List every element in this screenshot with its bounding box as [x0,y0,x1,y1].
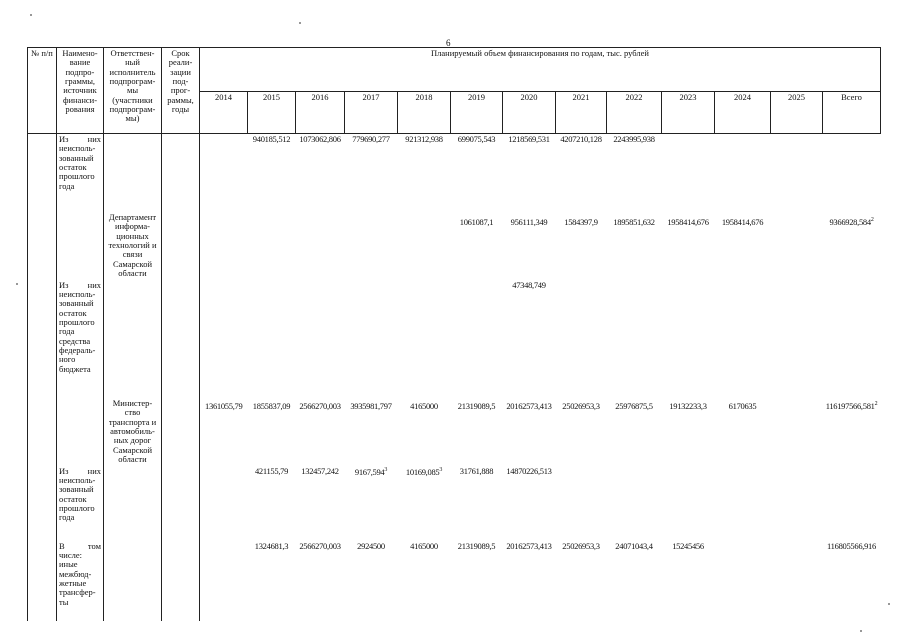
cell-value: 779690,277 [352,134,390,144]
row-term [162,280,200,386]
value-cell [715,386,771,466]
value-cell [607,541,662,621]
value-cell [451,202,503,280]
header-year: 2015 [248,92,296,134]
value-cell [248,541,296,621]
row-term [162,386,200,466]
row-term [162,466,200,541]
value-cell [451,466,503,541]
footnote-mark: 3 [384,466,388,473]
value-cell [296,280,345,386]
cell-value: 1584397,9 [564,217,598,228]
header-year: 2025 [771,92,823,134]
row-term [162,541,200,621]
cell-value: 2566270,003 [299,540,341,551]
cell-value: 1361055,79 [205,401,243,412]
total-cell [823,280,881,386]
footnote-mark: 2 [874,401,878,408]
value-cell [607,466,662,541]
value-cell [200,280,248,386]
value-cell [556,386,607,466]
value-cell [715,466,771,541]
value-cell [248,134,296,202]
value-cell [503,466,556,541]
cell-value: 3935981,797 [350,401,392,412]
value-cell [556,202,607,280]
cell-value: 1895851,632 [613,217,655,228]
value-cell [345,466,398,541]
value-cell [296,466,345,541]
value-cell [398,541,451,621]
cell-value: 699075,543 [457,134,496,144]
table-row [28,202,881,280]
value-cell [451,280,503,386]
cell-value: 940185,512 [252,134,291,144]
row-num [28,466,57,541]
value-cell [345,202,398,280]
total-value: 9366928,584 [829,217,871,228]
value-cell [345,134,398,202]
cell-value: 9167,594 [354,466,385,477]
cell-value: 1958414,676 [721,217,764,228]
cell-value: 4165000 [410,401,438,412]
cell-value: 14870226,513 [506,465,552,476]
header-year: 2022 [607,92,662,134]
value-cell [556,541,607,621]
value-cell [503,386,556,466]
scan-speck [299,22,301,24]
value-cell [451,386,503,466]
value-cell [662,202,715,280]
value-cell [248,280,296,386]
header-term: Срок реали-зации под-прог-раммы, годы [162,48,200,134]
header-year: 2016 [296,92,345,134]
cell-value: 921312,938 [405,134,443,144]
cell-value: 21319089,5 [457,540,496,551]
cell-value: 1073062,806 [299,134,341,144]
row-responsible [104,280,162,386]
cell-value: 19132233,3 [669,401,707,412]
cell-value: 4207210,128 [560,134,602,144]
row-source: Из них неисполь-зованный остаток прошлого года [57,134,104,202]
value-cell [771,386,823,466]
cell-value: 47348,749 [512,279,546,290]
footnote-mark: 3 [439,466,443,473]
value-cell [503,280,556,386]
value-cell [715,541,771,621]
value-cell [398,466,451,541]
value-cell [200,202,248,280]
value-cell [556,466,607,541]
value-cell [296,541,345,621]
row-num [28,386,57,466]
row-responsible [104,541,162,621]
value-cell [200,386,248,466]
table-row [28,466,881,541]
value-cell [296,386,345,466]
value-cell [398,386,451,466]
value-cell [345,541,398,621]
value-cell [248,466,296,541]
row-responsible [104,134,162,202]
row-num [28,280,57,386]
cell-value: 20162573,413 [506,540,552,551]
value-cell [345,386,398,466]
header-num: № п/п [28,48,57,134]
value-cell [503,541,556,621]
value-cell [715,134,771,202]
row-source [57,386,104,466]
value-cell [398,280,451,386]
cell-value: 2566270,003 [299,401,341,412]
value-cell [200,134,248,202]
header-responsible: Ответствен-ный исполнитель подпрограм-мы (участники подпрограм-мы) [104,48,162,134]
page-number: 6 [446,38,451,48]
value-cell [771,280,823,386]
value-cell [296,202,345,280]
row-responsible [104,466,162,541]
value-cell [771,541,823,621]
scan-speck [30,14,32,16]
header-year: 2023 [662,92,715,134]
row-source: Из них неисполь-зованный остаток прошлого года [57,466,104,541]
row-num [28,202,57,280]
footnote-mark: 2 [870,217,874,224]
total-value: 116805566,916 [827,540,876,551]
row-source [57,202,104,280]
cell-value: 20162573,413 [506,401,552,412]
cell-value: 25026953,3 [562,401,600,412]
row-num [28,134,57,202]
total-value: 116197566,581 [825,401,875,412]
value-cell [607,202,662,280]
header-year: 2019 [451,92,503,134]
header-year: 2018 [398,92,451,134]
value-cell [662,280,715,386]
value-cell [715,202,771,280]
row-term [162,202,200,280]
value-cell [771,134,823,202]
cell-value: 956111,349 [510,217,548,228]
value-cell [248,386,296,466]
value-cell [662,134,715,202]
value-cell [200,466,248,541]
value-cell [398,202,451,280]
cell-value: 1324681,3 [254,540,289,551]
cell-value: 1061087,1 [459,217,494,228]
scan-speck [888,603,890,605]
row-responsible: Министер-ство транспорта и автомобиль-ных дорог Самарской области [104,386,162,466]
value-cell [556,280,607,386]
value-cell [715,280,771,386]
cell-value: 6170635 [728,401,757,412]
scan-speck [16,283,18,285]
value-cell [662,541,715,621]
total-cell [823,466,881,541]
header-year: 2020 [503,92,556,134]
scan-speck [860,630,862,632]
value-cell [451,541,503,621]
value-cell [771,466,823,541]
value-cell [248,202,296,280]
table-row [28,280,881,386]
table-row [28,386,881,466]
value-cell [398,134,451,202]
cell-value: 10169,085 [405,466,440,477]
cell-value: 132457,242 [301,465,339,476]
value-cell [607,134,662,202]
header-year: 2017 [345,92,398,134]
cell-value: 2924500 [357,540,385,551]
cell-value: 31761,888 [459,465,494,476]
cell-value: 1958414,676 [667,217,709,228]
financing-table [27,47,881,621]
cell-value: 21319089,5 [457,401,496,412]
value-cell [556,134,607,202]
value-cell [503,134,556,202]
header-year: 2021 [556,92,607,134]
cell-value: 25976875,5 [615,401,653,412]
value-cell [345,280,398,386]
value-cell [607,386,662,466]
row-source: В том числе: иные межбюд-жетные трансфер-ты [57,541,104,621]
cell-value: 24071043,4 [615,540,653,551]
value-cell [503,202,556,280]
row-term [162,134,200,202]
value-cell [662,386,715,466]
cell-value: 421155,79 [254,465,289,476]
header-total: Всего [823,92,881,134]
header-name: Наимено-вание подпро-граммы, источник финанси-рования [57,48,104,134]
value-cell [662,466,715,541]
cell-value: 1855837,09 [252,401,291,412]
total-cell [823,541,881,621]
table-row [28,134,881,202]
row-num [28,541,57,621]
cell-value: 4165000 [410,540,438,551]
row-source: Из них неисполь-зованный остаток прошлого года средства федераль-ного бюджета [57,280,104,386]
table-row [28,541,881,621]
cell-value: 15245456 [672,540,704,551]
value-cell [607,280,662,386]
value-cell [771,202,823,280]
value-cell [451,134,503,202]
header-year: 2024 [715,92,771,134]
total-cell [823,134,881,202]
header-year: 2014 [200,92,248,134]
value-cell [200,541,248,621]
cell-value: 2243995,938 [613,134,655,144]
row-responsible: Департамент информа-ционных технологий и связи Самарской области [104,202,162,280]
total-cell [823,202,881,280]
cell-value: 25026953,3 [562,540,600,551]
total-cell [823,386,881,466]
value-cell [296,134,345,202]
cell-value: 1218569,531 [508,134,550,144]
header-planned: Планируемый объем финансирования по годам, тыс. рублей [200,48,881,92]
